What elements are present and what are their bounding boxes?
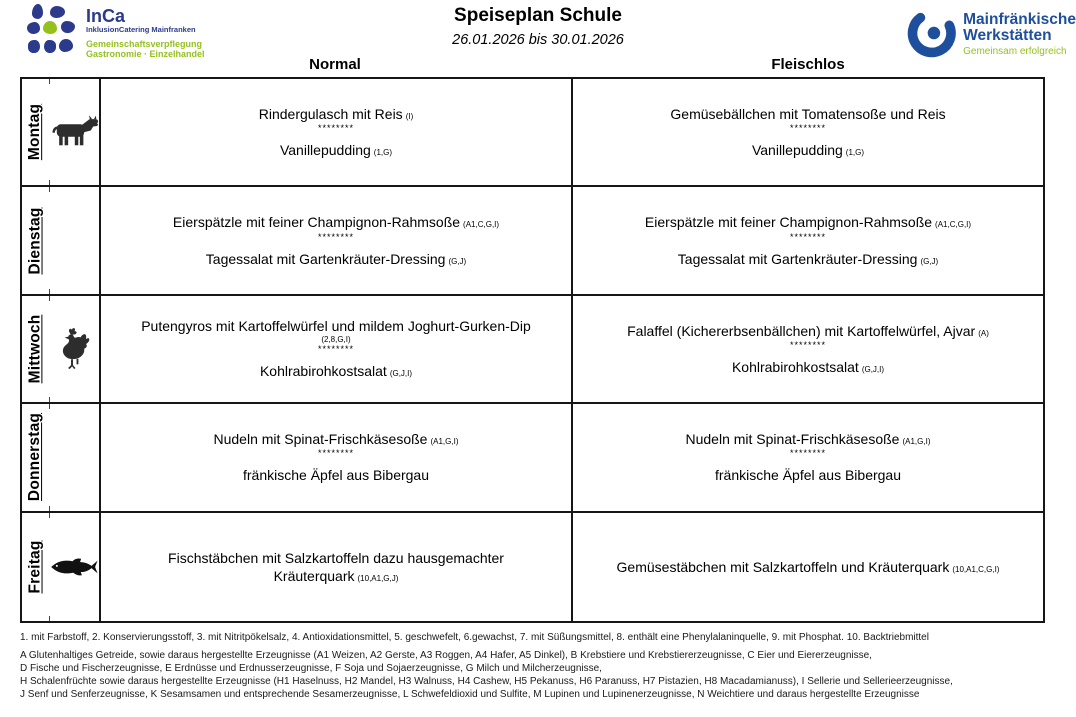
meal-cell-montag-fleischlos xyxy=(573,79,1043,187)
dish-name: fränkische Äpfel aus Bibergau xyxy=(243,467,429,484)
allergen-codes: (A) xyxy=(978,328,989,338)
icon-cell-donnerstag xyxy=(49,404,101,512)
day-label: Dienstag xyxy=(26,207,44,275)
allergen-codes: (10,A1,G,J) xyxy=(357,573,399,583)
icon-cell-dienstag xyxy=(49,187,101,295)
dish-name: Eierspätzle mit feiner Champignon-Rahmsoße (A1,C,G,I) xyxy=(644,214,972,231)
column-header-fleischlos: Fleischlos xyxy=(771,56,845,73)
dish-name: Eierspätzle mit feiner Champignon-Rahmsoße (A1,C,G,I) xyxy=(172,214,500,231)
dish-separator: ******** xyxy=(317,231,355,242)
footnotes xyxy=(20,631,1070,701)
allergen-codes: (10,A1,C,G,I) xyxy=(952,564,1000,574)
dish-separator: ******** xyxy=(789,231,827,242)
inca-tagline-1: Gemeinschaftsverpflegung xyxy=(86,39,203,49)
allergen-codes: (1,G) xyxy=(845,148,865,158)
dish-name: Tagessalat mit Gartenkräuter-Dressing (G,J) xyxy=(677,250,939,267)
dish-name: Gemüsebällchen mit Tomatensoße und Reis xyxy=(670,106,946,122)
mfw-tagline: Gemeinsam erfolgreich xyxy=(963,46,1067,57)
dish-name: Falaffel (Kichererbsenbällchen) mit Kartoffelwürfel, Ajvar (A) xyxy=(627,322,989,339)
dish-separator: ******** xyxy=(317,448,355,459)
dish-name: Nudeln mit Spinat-Frischkäsesoße (A1,G,I) xyxy=(685,431,931,448)
meal-cell-freitag-fleischlos xyxy=(573,513,1043,621)
mfw-logo xyxy=(907,9,1076,59)
inca-logo xyxy=(27,4,205,59)
dish-name: Vanillepudding (1,G) xyxy=(751,142,865,159)
day-label: Mittwoch xyxy=(26,314,44,384)
date-range: 26.01.2026 bis 30.01.2026 xyxy=(452,32,624,48)
mfw-name-line2: Werkstätten xyxy=(963,27,1052,44)
allergen-codes: (A1,G,I) xyxy=(902,437,931,447)
inca-logo-icon xyxy=(27,4,77,54)
footnote-line: J Senf und Senferzeugnisse, K Sesamsamen und entsprechende Sesamerzeugnisse, L Schwefeldioxid und Sulfite, M Lupinen und Lupinenerzeugnisse, N Weichtiere und daraus hergestellte Erzeugnisse xyxy=(20,689,920,700)
dish-separator: ******** xyxy=(317,123,355,134)
inca-subtitle: InklusionCatering Mainfranken xyxy=(86,25,196,34)
dish-name: Putengyros mit Kartoffelwürfel und mildem Joghurt-Gurken-Dip (2,8,G,I) xyxy=(141,318,531,345)
dish-name: Kohlrabirohkostsalat (G,J,I) xyxy=(731,358,885,375)
allergen-codes: (G,J) xyxy=(448,256,467,266)
allergen-codes: (G,J) xyxy=(920,256,939,266)
fish-icon xyxy=(49,555,99,579)
footnote-line: 1. mit Farbstoff, 2. Konservierungsstoff, 3. mit Nitritpökelsalz, 4. Antioxidationsmittel, 5. geschwefelt, 6.gewachst, 7. mit Süßungsmittel, 8. enthält eine Phenylalaninquelle, 9. mit Phosphat. 10. Backtriebmittel xyxy=(20,632,929,643)
dish-separator: ******** xyxy=(789,448,827,459)
inca-name: InCa xyxy=(86,6,126,26)
page-title: Speiseplan Schule xyxy=(454,5,622,26)
dish-name: Gemüsestäbchen mit Salzkartoffeln und Kräuterquark (10,A1,C,G,I) xyxy=(616,558,1000,575)
footnote-line: A Glutenhaltiges Getreide, sowie daraus hergestellte Erzeugnisse (A1 Weizen, A2 Gerste, A3 Roggen, A4 Hafer, A5 Dinkel), B Krebstiere und Krebstiererzeugnisse, C Eier und Eiererzeugnisse, xyxy=(20,650,872,661)
dish-name: fränkische Äpfel aus Bibergau xyxy=(715,467,901,484)
header xyxy=(0,0,1076,59)
meal-cell-dienstag-normal xyxy=(101,187,573,295)
meal-cell-mittwoch-normal xyxy=(101,296,573,404)
allergen-codes: (G,J,I) xyxy=(389,369,413,379)
allergen-codes: (A1,C,G,I) xyxy=(463,220,500,230)
column-header-normal: Normal xyxy=(309,56,361,73)
day-label: Freitag xyxy=(26,540,44,594)
meal-cell-montag-normal xyxy=(101,79,573,187)
day-cell-dienstag xyxy=(22,187,49,295)
footnote-line: D Fische und Fischerzeugnisse, E Erdnüsse und Erdnusserzeugnisse, F Soja und Sojaerzeugnisse, G Milch und Milcherzeugnisse, xyxy=(20,663,602,674)
allergen-codes: (I) xyxy=(405,112,414,121)
mfw-logo-icon xyxy=(907,9,957,59)
icon-cell-mittwoch xyxy=(49,296,101,404)
meal-cell-donnerstag-normal xyxy=(101,404,573,512)
allergen-codes: (A1,G,I) xyxy=(430,437,459,447)
allergen-codes: (G,J,I) xyxy=(861,364,885,374)
allergen-codes: (A1,C,G,I) xyxy=(935,220,972,230)
dish-separator: ******** xyxy=(317,344,355,355)
dish-name: Fischstäbchen mit Salzkartoffeln dazu hausgemachter Kräuterquark (10,A1,G,J) xyxy=(168,549,504,584)
allergen-codes: (2,8,G,I) xyxy=(321,335,351,345)
day-label: Montag xyxy=(26,104,44,161)
cow-icon xyxy=(49,111,99,153)
icon-cell-montag xyxy=(49,79,101,187)
meal-cell-donnerstag-fleischlos xyxy=(573,404,1043,512)
allergen-codes: (1,G) xyxy=(373,148,393,158)
dish-name: Nudeln mit Spinat-Frischkäsesoße (A1,G,I) xyxy=(213,431,459,448)
dish-name: Vanillepudding (1,G) xyxy=(279,142,393,159)
day-cell-montag xyxy=(22,79,49,187)
day-cell-freitag xyxy=(22,513,49,621)
dish-separator: ******** xyxy=(789,339,827,350)
day-label: Donnerstag xyxy=(26,413,44,502)
inca-tagline-2: Gastronomie · Einzelhandel xyxy=(86,49,205,59)
dish-name: Tagessalat mit Gartenkräuter-Dressing (G,J) xyxy=(205,250,467,267)
menu-table xyxy=(20,77,1045,623)
chicken-icon xyxy=(57,326,91,372)
dish-name: Kohlrabirohkostsalat (G,J,I) xyxy=(259,363,413,380)
day-cell-mittwoch xyxy=(22,296,49,404)
meal-cell-freitag-normal xyxy=(101,513,573,621)
mfw-name-line1: Mainfränkische xyxy=(963,11,1076,28)
meal-cell-mittwoch-fleischlos xyxy=(573,296,1043,404)
footnote-line: H Schalenfrüchte sowie daraus hergestellte Erzeugnisse (H1 Haselnuss, H2 Mandel, H3 Walnuss, H4 Cashew, H5 Pekanuss, H6 Paranuss, H7 Pistazien, H8 Macadamianuss), I Sellerie und Sellerieerzeugnisse, xyxy=(20,676,953,687)
icon-cell-freitag xyxy=(49,513,101,621)
dish-separator: ******** xyxy=(789,123,827,134)
meal-cell-dienstag-fleischlos xyxy=(573,187,1043,295)
day-cell-donnerstag xyxy=(22,404,49,512)
dish-name: Rindergulasch mit Reis (I) xyxy=(258,106,414,122)
